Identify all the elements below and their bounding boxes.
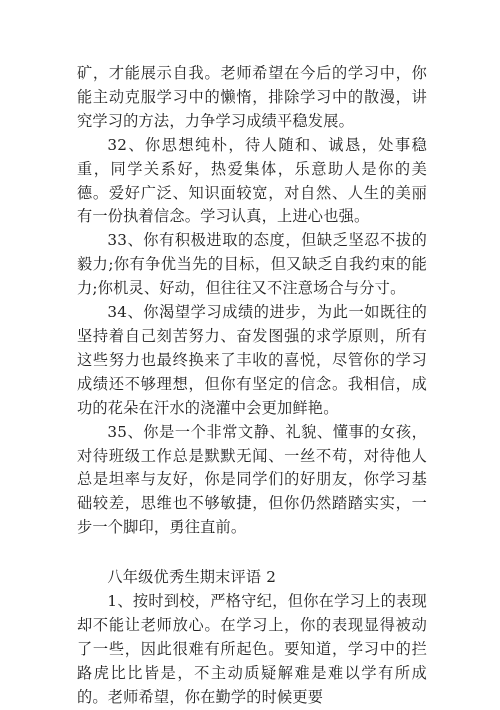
paragraph-continuation: 矿，才能展示自我。老师希望在今后的学习中，你能主动克服学习中的懒惰，排除学习中的散漫，讲究学习的方法，力争学习成绩平稳发展。 (77, 64, 427, 130)
section-title: 八年级优秀生期末评语 2 (107, 568, 277, 587)
document-body (77, 62, 427, 710)
paragraph-comment-32: 32、你思想纯朴，待人随和、诚恳，处事稳重，同学关系好，热爱集体，乐意助人是你的美德。爱好广泛、知识面较宽，对自然、人生的美丽有一份执着信念。学习认真，上进心也强。 (77, 135, 427, 226)
paragraph-comment-34: 34、你渴望学习成绩的进步，为此一如既往的坚持着自己刻苦努力、奋发图强的求学原则，所有这些努力也最终换来了丰收的喜悦，尽管你的学习成绩还不够理想，但你有坚定的信念。我相信，成功的花朵在汗水的浇灌中会更加鲜艳。 (77, 303, 427, 417)
paragraph-comment-1: 1、按时到校，严格守纪，但你在学习上的表现却不能让老师放心。在学习上，你的表现显得被动了一些，因此很难有所起色。要知道，学习中的拦路虎比比皆是，不主动质疑解难是难以学有所成的。老师希望，你在勤学的时候更要 (77, 592, 427, 706)
paragraph-comment-35: 35、你是一个非常文静、礼貌、懂事的女孩，对待班级工作总是默默无闻、一丝不苟，对待他人总是坦率与友好，你是同学们的好朋友，你学习基础较差，思维也不够敏捷，但你仍然踏踏实实，一步一个脚印，勇往直前。 (77, 422, 427, 537)
paragraph-comment-33: 33、你有积极进取的态度，但缺乏坚忍不拔的毅力;你有争优当先的目标，但又缺乏自我约束的能力;你机灵、好动，但往往又不注意场合与分寸。 (77, 231, 427, 298)
